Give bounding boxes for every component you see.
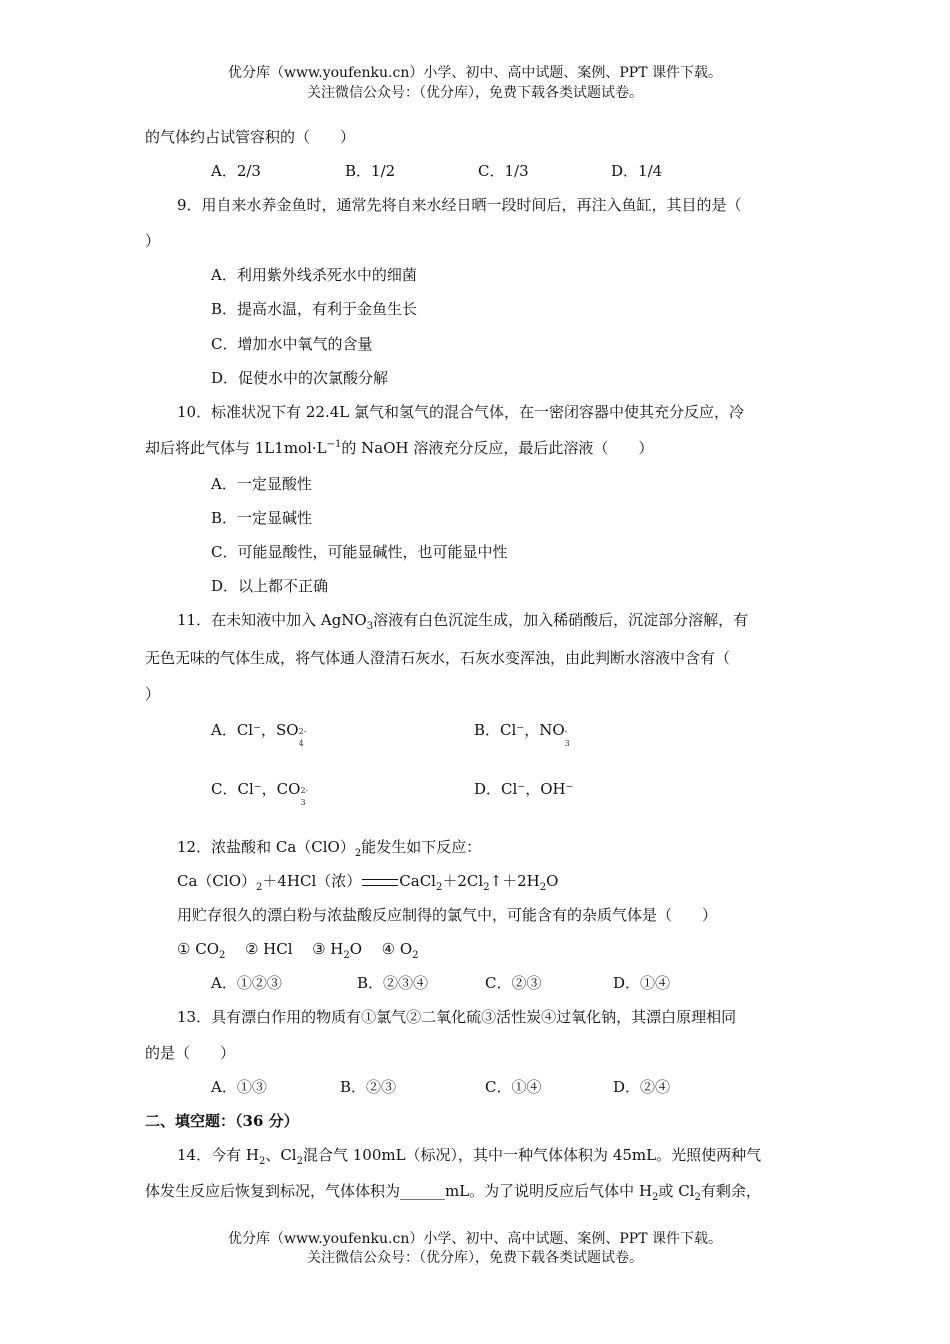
q10-line2-part-a: 却后将此气体与 1L1mol·L (145, 439, 327, 457)
q14-line2-part-a: 体发生反应后恢复到标况，气体体积为______mL。为了说明反应后气体中 H (145, 1182, 653, 1200)
q12-item-4-sub: 2 (412, 950, 419, 961)
q12-eq-sub-1: 2 (256, 882, 263, 893)
q11-line1-subscript: 3 (366, 621, 374, 632)
q12-option-c: C．②③ (485, 974, 542, 992)
q12-item-3-sub: 2 (343, 950, 350, 961)
q11-stem-line-3: ） (145, 685, 161, 703)
q14-stem-line-2 (145, 1181, 761, 1201)
q10-option-a: A．一定显酸性 (211, 475, 312, 493)
q12-stem-line-3: 用贮存很久的漂白粉与浓盐酸反应制得的氯气中，可能含有的杂质气体是（ ） (177, 906, 718, 924)
q12-eq-part-e: ↑＋2H (489, 872, 540, 890)
q14-sub-3: 2 (652, 1192, 659, 1203)
q12-option-b: B．②③④ (357, 974, 429, 992)
q12-item-3-after: O (349, 940, 363, 958)
q12-item-4 (381, 940, 419, 961)
q9-option-a: A．利用紫外线杀死水中的细菌 (211, 266, 417, 284)
q10-stem-line-2 (145, 438, 653, 458)
q11-option-c (211, 779, 310, 807)
q9-option-b: B．提高水温，有利于金鱼生长 (211, 300, 418, 318)
q8-continuation: 的气体约占试管容积的（ ） (145, 128, 356, 146)
q14-line2-part-c: 有剩余， (700, 1182, 761, 1200)
q14-sub-1: 2 (258, 1156, 266, 1167)
q11-option-a-text: A．Cl⁻，SO (211, 721, 299, 739)
q14-line1-part-b: 、Cl (265, 1146, 297, 1164)
q10-option-c: C．可能显酸性，可能显碱性，也可能显中性 (211, 543, 508, 561)
q13-option-a: A．①③ (211, 1078, 267, 1096)
q14-stem-line-1 (177, 1145, 761, 1165)
q14-line1-part-a: 14．今有 H (177, 1146, 259, 1164)
q12-item-2: ② HCl (244, 940, 293, 958)
q10-line2-part-b: 的 NaOH 溶液充分反应，最后此溶液（ ） (341, 439, 654, 457)
q8-option-c: C．1/3 (478, 162, 529, 180)
q13-option-c: C．①④ (485, 1078, 542, 1096)
q12-eq-sub-3: 2 (483, 882, 490, 893)
q11-option-c-index: 3 (300, 798, 306, 807)
q12-item-4-text: ④ O (381, 940, 413, 958)
q13-stem-line-2: 的是（ ） (145, 1044, 236, 1062)
q11-option-c-charge: 2- (300, 786, 309, 795)
q9-option-d: D．促使水中的次氯酸分解 (211, 369, 389, 387)
section-2-title: 二、填空题：（36 分） (145, 1112, 299, 1130)
q9-option-c: C．增加水中氧气的含量 (211, 335, 373, 353)
q12-eq-part-f: O (546, 872, 559, 890)
header-line-1: 优分库（www.youfenku.cn）小学、初中、高中试题、案例、PPT 课件下载。 (227, 65, 722, 81)
header-line-2: 关注微信公众号：（优分库），免费下载各类试题试卷。 (307, 85, 643, 101)
q11-stem-line-1 (177, 610, 748, 630)
q9-stem-line-2: ） (145, 232, 161, 250)
q14-sub-4: 2 (694, 1192, 701, 1203)
q12-eq-sub-4: 2 (539, 882, 547, 893)
q8-option-d: D．1/4 (611, 162, 663, 180)
q12-item-3 (312, 940, 363, 961)
q12-item-1 (177, 940, 226, 961)
equals-sign-icon (362, 879, 398, 886)
footer-line-1: 优分库（www.youfenku.cn）小学、初中、高中试题、案例、PPT 课件下载。 (227, 1231, 722, 1247)
q12-items (177, 939, 419, 959)
q11-option-a-charge: 2- (298, 727, 307, 736)
q12-item-1-sub: 2 (219, 950, 226, 961)
q10-stem-line-1: 10．标准状况下有 22.4L 氯气和氢气的混合气体，在一密闭容器中使其充分反应，冷 (177, 403, 744, 421)
q12-option-a: A．①②③ (211, 974, 282, 992)
q11-option-b-text: B．Cl⁻，NO (474, 721, 565, 739)
q11-line1-part-b: 溶液有白色沉淀生成，加入稀硝酸后，沉淀部分溶解，有 (373, 611, 749, 629)
q12-item-1-text: ① CO (177, 940, 219, 958)
q14-line1-part-c: 混合气 100mL（标况），其中一种气体体积为 45mL。光照使两种气 (302, 1146, 762, 1164)
q12-item-3-text: ③ H (312, 940, 344, 958)
q13-option-b: B．②③ (340, 1078, 397, 1096)
q12-eq-part-d: ＋2Cl (442, 872, 484, 890)
q11-option-a (211, 720, 309, 748)
q11-option-b-charge: - (564, 727, 568, 736)
q13-stem-line-1: 13．具有漂白作用的物质有①氯气②二氧化硫③活性炭④过氧化钠，其漂白原理相同 (177, 1008, 737, 1026)
q8-option-b: B．1/2 (345, 162, 396, 180)
q12-line1-part-b: 能发生如下反应： (361, 838, 482, 856)
q10-option-d: D．以上都不正确 (211, 577, 329, 595)
q14-line2-part-b: 或 Cl (658, 1182, 695, 1200)
q12-eq-part-a: Ca（ClO） (177, 872, 256, 890)
q13-option-d: D．②④ (613, 1078, 671, 1096)
q11-option-d: D．Cl⁻，OH⁻ (474, 780, 574, 798)
q9-stem-line-1: 9．用自来水养金鱼时，通常先将自来水经日晒一段时间后，再注入鱼缸，其目的是（ (177, 196, 742, 214)
q10-line2-superscript: −1 (326, 439, 342, 450)
q11-option-a-index: 4 (298, 739, 304, 748)
q11-option-c-text: C．Cl⁻，CO (211, 780, 301, 798)
q11-line1-part-a: 11．在未知液中加入 AgNO (177, 611, 367, 629)
q11-stem-line-2: 无色无味的气体生成，将气体通人澄清石灰水，石灰水变浑浊，由此判断水溶液中含有（ (145, 649, 731, 667)
q11-option-b (474, 720, 575, 748)
q12-eq-sub-2: 2 (435, 882, 443, 893)
q12-equation (177, 871, 558, 891)
q12-line1-subscript: 2 (354, 848, 362, 859)
q10-option-b: B．一定显碱性 (211, 509, 313, 527)
q12-eq-part-c: CaCl (399, 872, 436, 890)
q12-line1-part-a: 12．浓盐酸和 Ca（ClO） (177, 838, 355, 856)
q12-eq-part-b: ＋4HCl（浓） (262, 872, 362, 890)
q12-option-d: D．①④ (613, 974, 671, 992)
footer-line-2: 关注微信公众号：（优分库），免费下载各类试题试卷。 (307, 1250, 643, 1266)
q14-sub-2: 2 (296, 1156, 303, 1167)
q12-stem-line-1 (177, 837, 481, 857)
q8-option-a: A．2/3 (211, 162, 261, 180)
q11-option-b-index: 3 (564, 739, 570, 748)
